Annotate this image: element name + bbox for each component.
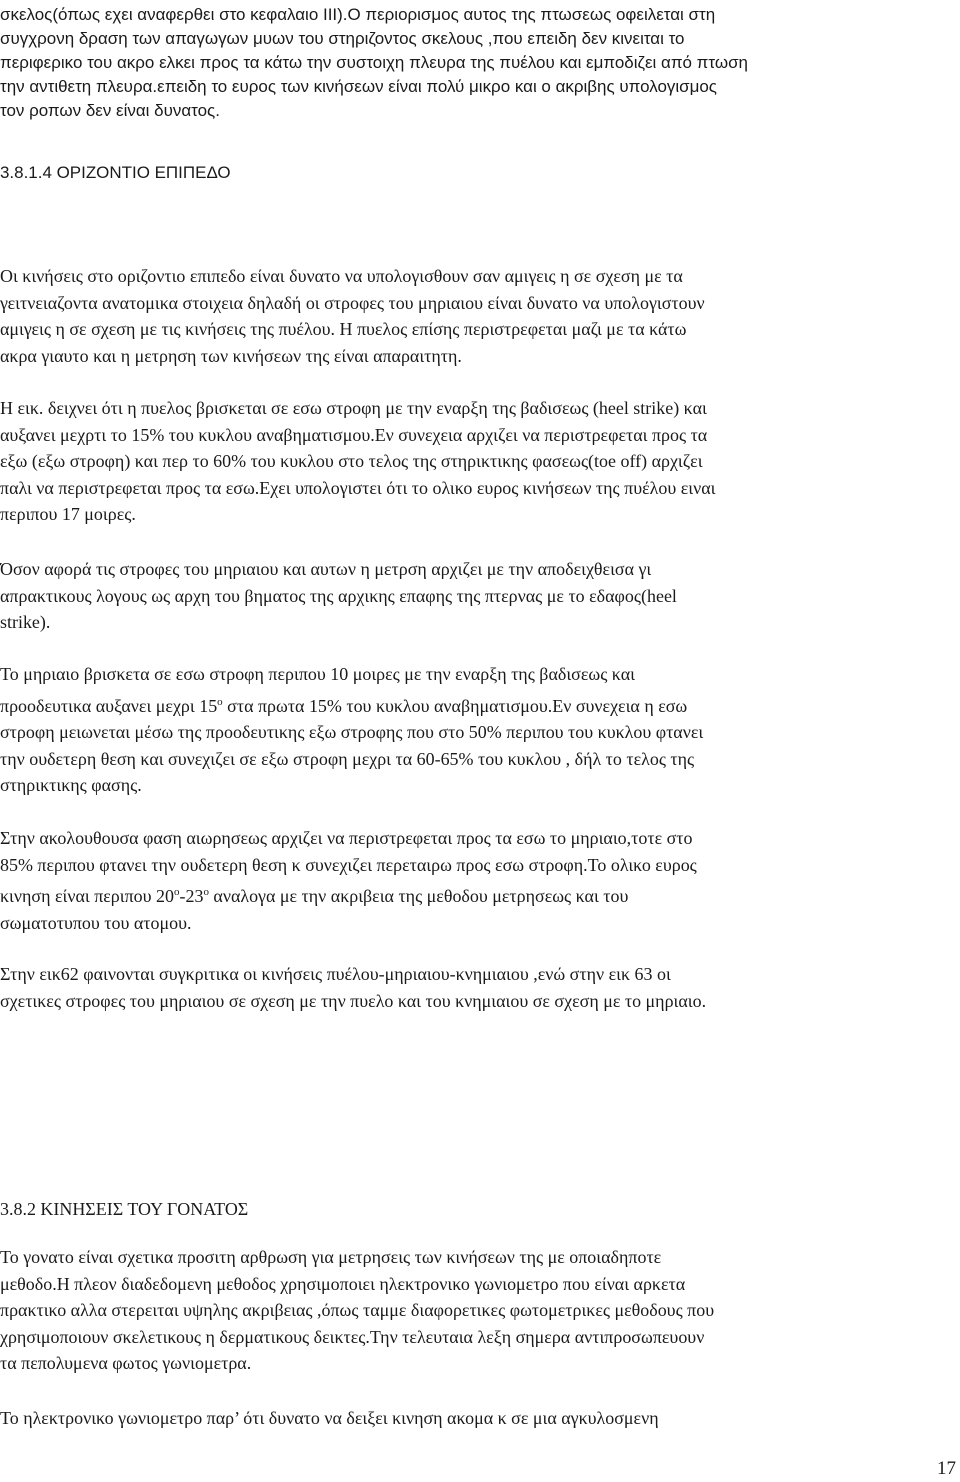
text-segment: αναλογα με την ακριβεια της μεθοδου μετρησεως και του: [208, 886, 629, 906]
text-line: [0, 883, 956, 910]
text-line: συγχρονη δραση των απαγωγων μυων του στηριζοντος σκελους ,που επειδη δεν κινειται το: [0, 29, 685, 48]
text-line: Το γονατο είναι σχετικα προσιτη αρθρωση για μετρησεις των κινήσεων της με οποιαδηποτε: [0, 1247, 662, 1267]
text-line: τα πεπολυμενα φωτος γωνιομετρα.: [0, 1353, 252, 1373]
text-segment: κινηση είναι περιπου 20: [0, 886, 175, 906]
text-line: Το ηλεκτρονικο γωνιομετρο παρ’ ότι δυνατο να δειξει κινηση ακομα κ σε μια αγκυλοσμενη: [0, 1408, 659, 1428]
text-line: Οι κινήσεις στο οριζοντιο επιπεδο είναι δυνατο να υπολογισθουν σαν αμιγεις η σε σχεση με τα: [0, 266, 683, 286]
paragraph-figure-reference: [0, 961, 958, 1014]
text-line: μεθοδο.Η πλεον διαδεδομενη μεθοδος χρησιμοποιει ηλεκτρονικο γωνιομετρο που είναι αρκετα: [0, 1273, 686, 1294]
text-line: αμιγεις η σε σχεση με τις κινήσεις της πυέλου. Η πυελος επίσης περιστρεφεται μαζι με τα κάτω: [0, 319, 687, 339]
text-line: 85% περιπου φτανει την ουδετερη θεση κ συνεχιζει περεταιρω προς εσω στροφη.Το ολικο ευρος: [0, 854, 697, 875]
text-line: περιπου 17 μοιρες.: [0, 504, 136, 524]
intro-paragraph: [0, 3, 958, 123]
section-heading-knee-movements: [0, 1196, 958, 1223]
text-line: παλι να περιστρεφεται προς τα εσω.Εχει υπολογιστει ότι το ολικο ευρος κινήσεων της πυέλου ειναι: [0, 477, 716, 498]
text-segment: στα πρωτα 15% του κυκλου αναβηματισμου.Εν συνεχεια η εσω: [222, 695, 688, 716]
text-line: σχετικες στροφες του μηριαιου σε σχεση με την πυελο και του κνημιαιου σε σχεση με το μηριαιο.: [0, 990, 707, 1011]
superscript: ο: [203, 886, 209, 898]
text-segment: προοδευτικα αυξανει μεχρι 15: [0, 695, 218, 716]
text-line: την αντιθετη πλευρα.επειδη το ευρος των κινήσεων είναι πολύ μικρο και ο ακριβης υπολογισμος: [0, 77, 717, 96]
section-heading-horizontal-plane: [0, 160, 958, 187]
text-line: στηρικτικης φασης.: [0, 775, 142, 795]
paragraph-horizontal-movements: [0, 263, 958, 369]
text-line: Στην ακολουθουσα φαση αιωρησεως αρχιζει να περιστρεφεται προς τα εσω το μηριαιο,τοτε στο: [0, 828, 693, 848]
text-line: χρησιμοποιουν σκελετικους η δερματικους δεικτες.Την τελευταια λεξη σημερα αντιπροσωπευουν: [0, 1326, 705, 1347]
text-line: ακρα γιαυτο και η μετρηση των κινήσεων της είναι απαραιτητη.: [0, 345, 462, 366]
text-segment: -23: [179, 886, 204, 906]
text-line: στροφη μειωνεται μέσω της προοδευτικης εξω στροφης που στο 50% περιπου του κυκλου φτανει: [0, 722, 704, 742]
text-line: εξω (εξω στροφη) και περ το 60% του κυκλου στο τελος της στηρικτικης φασεως(toe off) αρχιζει: [0, 451, 703, 471]
heading-text: 3.8.1.4 ΟΡΙΖΟΝΤΙΟ ΕΠΙΠΕΔΟ: [0, 163, 231, 182]
text-line: Στην εικ62 φαινονται συγκριτικα οι κινήσεις πυέλου-μηριαιου-κνημιαιου ,ενώ στην εικ 63 οι: [0, 964, 671, 984]
text-line: γειτνειαζοντα ανατομικα στοιχεια δηλαδή οι στροφες του μηριαιου είναι δυνατο να υπολογιστουν: [0, 292, 705, 313]
superscript: ο: [174, 886, 180, 898]
page-number: 17: [937, 1458, 956, 1479]
text-line: Το μηριαιο βρισκετα σε εσω στροφη περιπου 10 μοιρες με την εναρξη της βαδισεως και: [0, 664, 635, 684]
superscript: ο: [217, 695, 223, 708]
text-line: σκελος(όπως εχει αναφερθει στο κεφαλαιο ΙΙΙ).Ο περιορισμος αυτος της πτωσεως οφειλεται στη: [0, 5, 716, 24]
paragraph-femur-internal-rotation: [0, 661, 958, 799]
text-line: αυξανει μεχρτι το 15% του κυκλου αναβηματισμου.Εν συνεχεια αρχιζει να περιστρεφεται προς τα: [0, 424, 708, 445]
heading-text: 3.8.2 ΚΙΝΗΣΕΙΣ ΤΟΥ ΓΟΝΑΤΟΣ: [0, 1199, 249, 1219]
paragraph-femur-rotation: [0, 556, 958, 636]
text-line: Η εικ. δειχνει ότι η πυελος βρισκεται σε εσω στροφη με την εναρξη της βαδισεως (heel strike) και: [0, 398, 707, 418]
text-line: strike).: [0, 612, 51, 632]
paragraph-knee-goniometer: [0, 1244, 958, 1377]
text-line: σωματοτυπου του ατομου.: [0, 912, 192, 933]
text-line: τον ροπων δεν είναι δυνατος.: [0, 101, 220, 120]
text-line: απρακτικους λογους ως αρχη του βηματος της αρχικης επαφης της πτερνας με το εδαφος(heel: [0, 585, 677, 606]
text-line: την ουδετερη θεση και συνεχιζει σε εξω στροφη μεχρι τα 60-65% του κυκλου , δήλ το τελος της: [0, 748, 695, 769]
text-line: Όσον αφορά τις στροφες του μηριαιου και αυτων η μετρση αρχιζει με την αποδειχθεισα γι: [0, 559, 652, 579]
text-line: περιφερικο του ακρο ελκει προς τα κάτω την συστοιχη πλευρα της πυέλου και εμποδιζει από πτωση: [0, 53, 749, 72]
paragraph-electronic-goniometer: [0, 1405, 958, 1432]
text-line: πρακτικο αλλα στερειται υψηλης ακριβειας ,όπως ταμμε διαφορετικες φωτομετρικες μεθοδους που: [0, 1300, 715, 1320]
paragraph-pelvis-rotation: [0, 395, 958, 528]
text-line: [0, 693, 956, 720]
paragraph-swing-phase: [0, 825, 958, 936]
